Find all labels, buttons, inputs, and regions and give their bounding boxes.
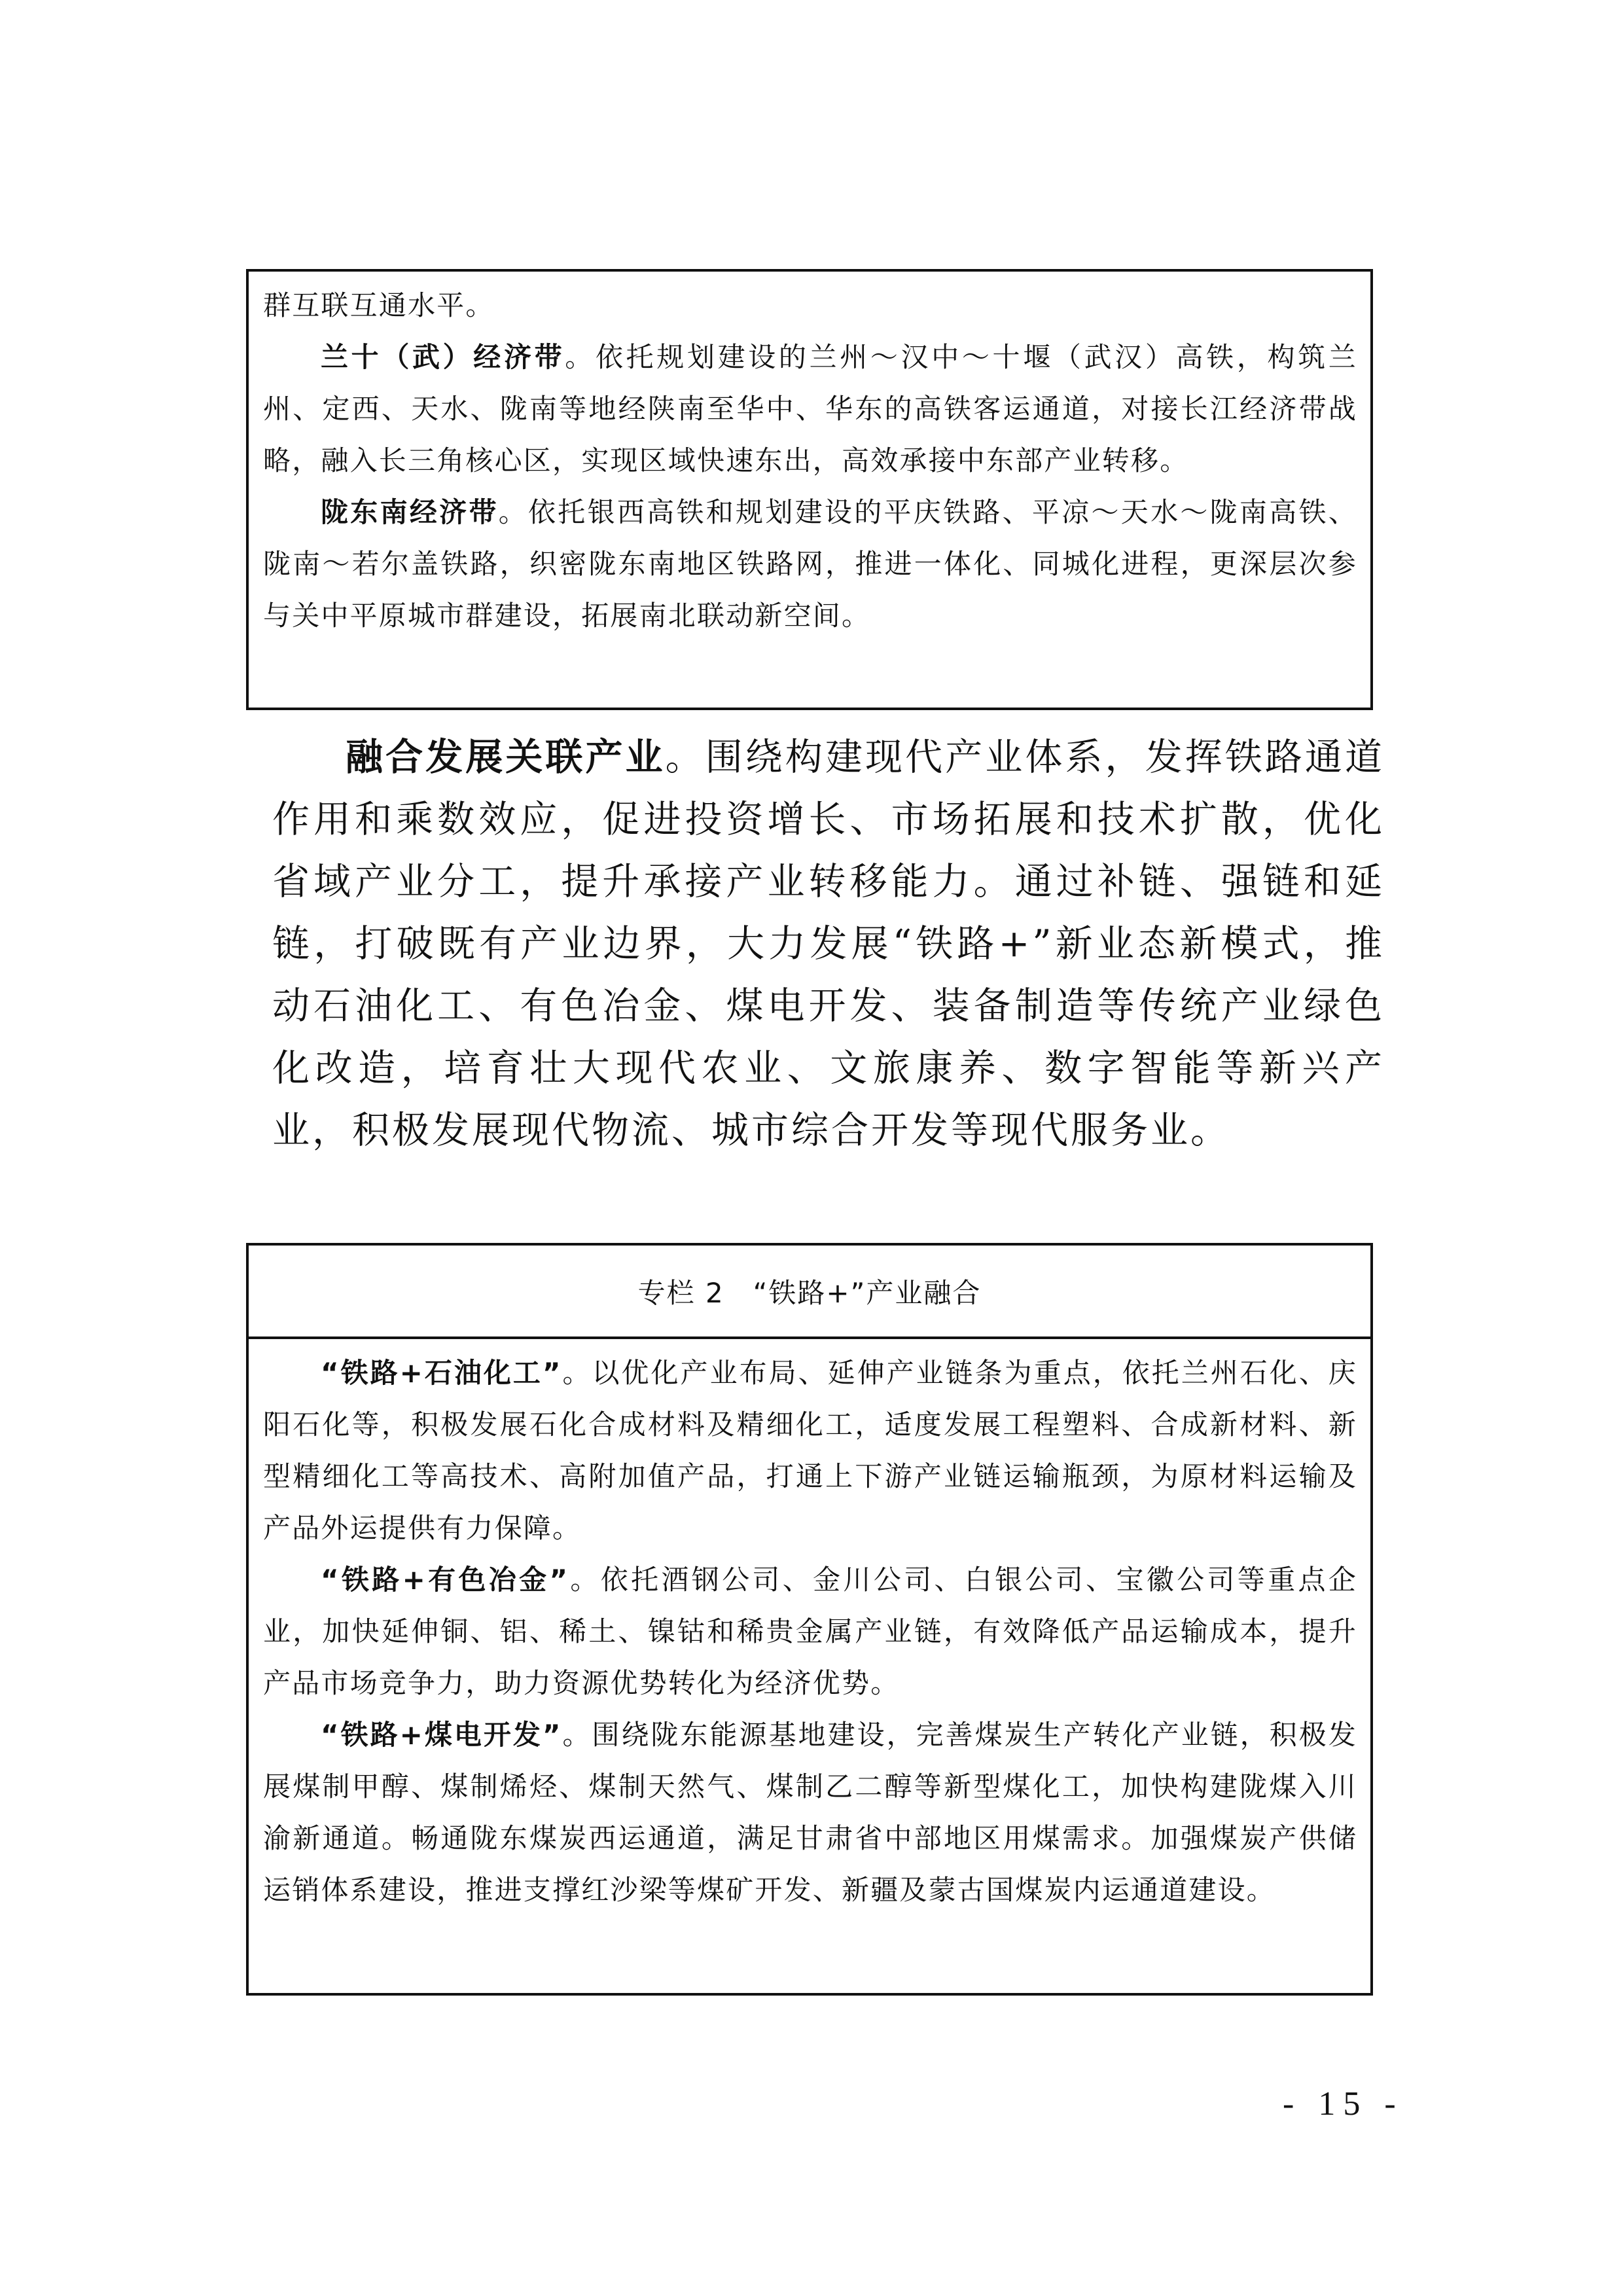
column-body xyxy=(249,1339,1370,1916)
column-header xyxy=(249,1246,1370,1339)
page-number: - 15 - xyxy=(1283,2085,1404,2123)
box1-paragraph-continuation xyxy=(263,279,1357,331)
column-box-railway-plus xyxy=(246,1243,1373,1996)
paragraph-lead: “铁路+煤电开发” xyxy=(321,1719,562,1751)
paragraph-text: 。依托规划建设的兰州～汉中～十堰（武汉）高铁，构筑兰州、定西、天水、陇南等地经陕南至华中、华东的高铁客运通道，对接长江经济带战略，融入长三角核心区，实现区域快速东出，高效承接中东部产业转移。 xyxy=(263,341,1358,476)
paragraph-lead: 陇东南经济带 xyxy=(321,496,499,528)
column-title: 专栏 2 “铁路+”产业融合 xyxy=(637,1276,982,1309)
paragraph-text: 。围绕构建现代产业体系，发挥铁路通道作用和乘数效应，促进投资增长、市场拓展和技术扩散，优化省域产业分工，提升承接产业转移能力。通过补链、强链和延链，打破既有产业边界，大力发展“铁路+”新业态新模式，推动石油化工、有色冶金、煤电开发、装备制造等传统产业绿色化改造，培育壮大现代农业、文旅康养、数字智能等新兴产业，积极发展现代物流、城市综合开发等现代服务业。 xyxy=(272,736,1385,1152)
paragraph-lead: “铁路+有色冶金” xyxy=(321,1564,569,1596)
paragraph-lead: 兰十（武）经济带 xyxy=(321,341,565,373)
paragraph-lead: “铁路+石油化工” xyxy=(321,1357,562,1389)
paragraph-text: 群互联互通水平。 xyxy=(263,289,495,321)
column-item-nonferrous-metallurgy xyxy=(263,1554,1357,1709)
paragraph-text: 。依托银西高铁和规划建设的平庆铁路、平凉～天水～陇南高铁、陇南～若尔盖铁路，织密陇东南地区铁路网，推进一体化、同城化进程，更深层次参与关中平原城市群建设，拓展南北联动新空间。 xyxy=(263,496,1357,632)
column-box-economic-belts xyxy=(246,269,1373,710)
box1-paragraph-lanshi-belt xyxy=(263,331,1357,486)
body-paragraph-industry-integration xyxy=(272,726,1385,1162)
paragraph-text: 。依托酒钢公司、金川公司、白银公司、宝徽公司等重点企业，加快延伸铜、铝、稀土、镍钴和稀贵金属产业链，有效降低产品运输成本，提升产品市场竞争力，助力资源优势转化为经济优势。 xyxy=(263,1564,1357,1699)
paragraph-text: 。以优化产业布局、延伸产业链条为重点，依托兰州石化、庆阳石化等，积极发展石化合成材料及精细化工，适度发展工程塑料、合成新材料、新型精细化工等高技术、高附加值产品，打通上下游产业链运输瓶颈，为原材料运输及产品外运提供有力保障。 xyxy=(263,1357,1358,1544)
column-item-petrochemical xyxy=(263,1347,1357,1554)
column-item-coal-power xyxy=(263,1709,1357,1916)
box1-paragraph-longdongnan-belt xyxy=(263,486,1357,641)
paragraph-text: 。围绕陇东能源基地建设，完善煤炭生产转化产业链，积极发展煤制甲醇、煤制烯烃、煤制天然气、煤制乙二醇等新型煤化工，加快构建陇煤入川渝新通道。畅通陇东煤炭西运通道，满足甘肃省中部地区用煤需求。加强煤炭产供储运销体系建设，推进支撑红沙梁等煤矿开发、新疆及蒙古国煤炭内运通道建设。 xyxy=(263,1719,1358,1906)
paragraph-lead: 融合发展关联产业 xyxy=(346,736,666,779)
